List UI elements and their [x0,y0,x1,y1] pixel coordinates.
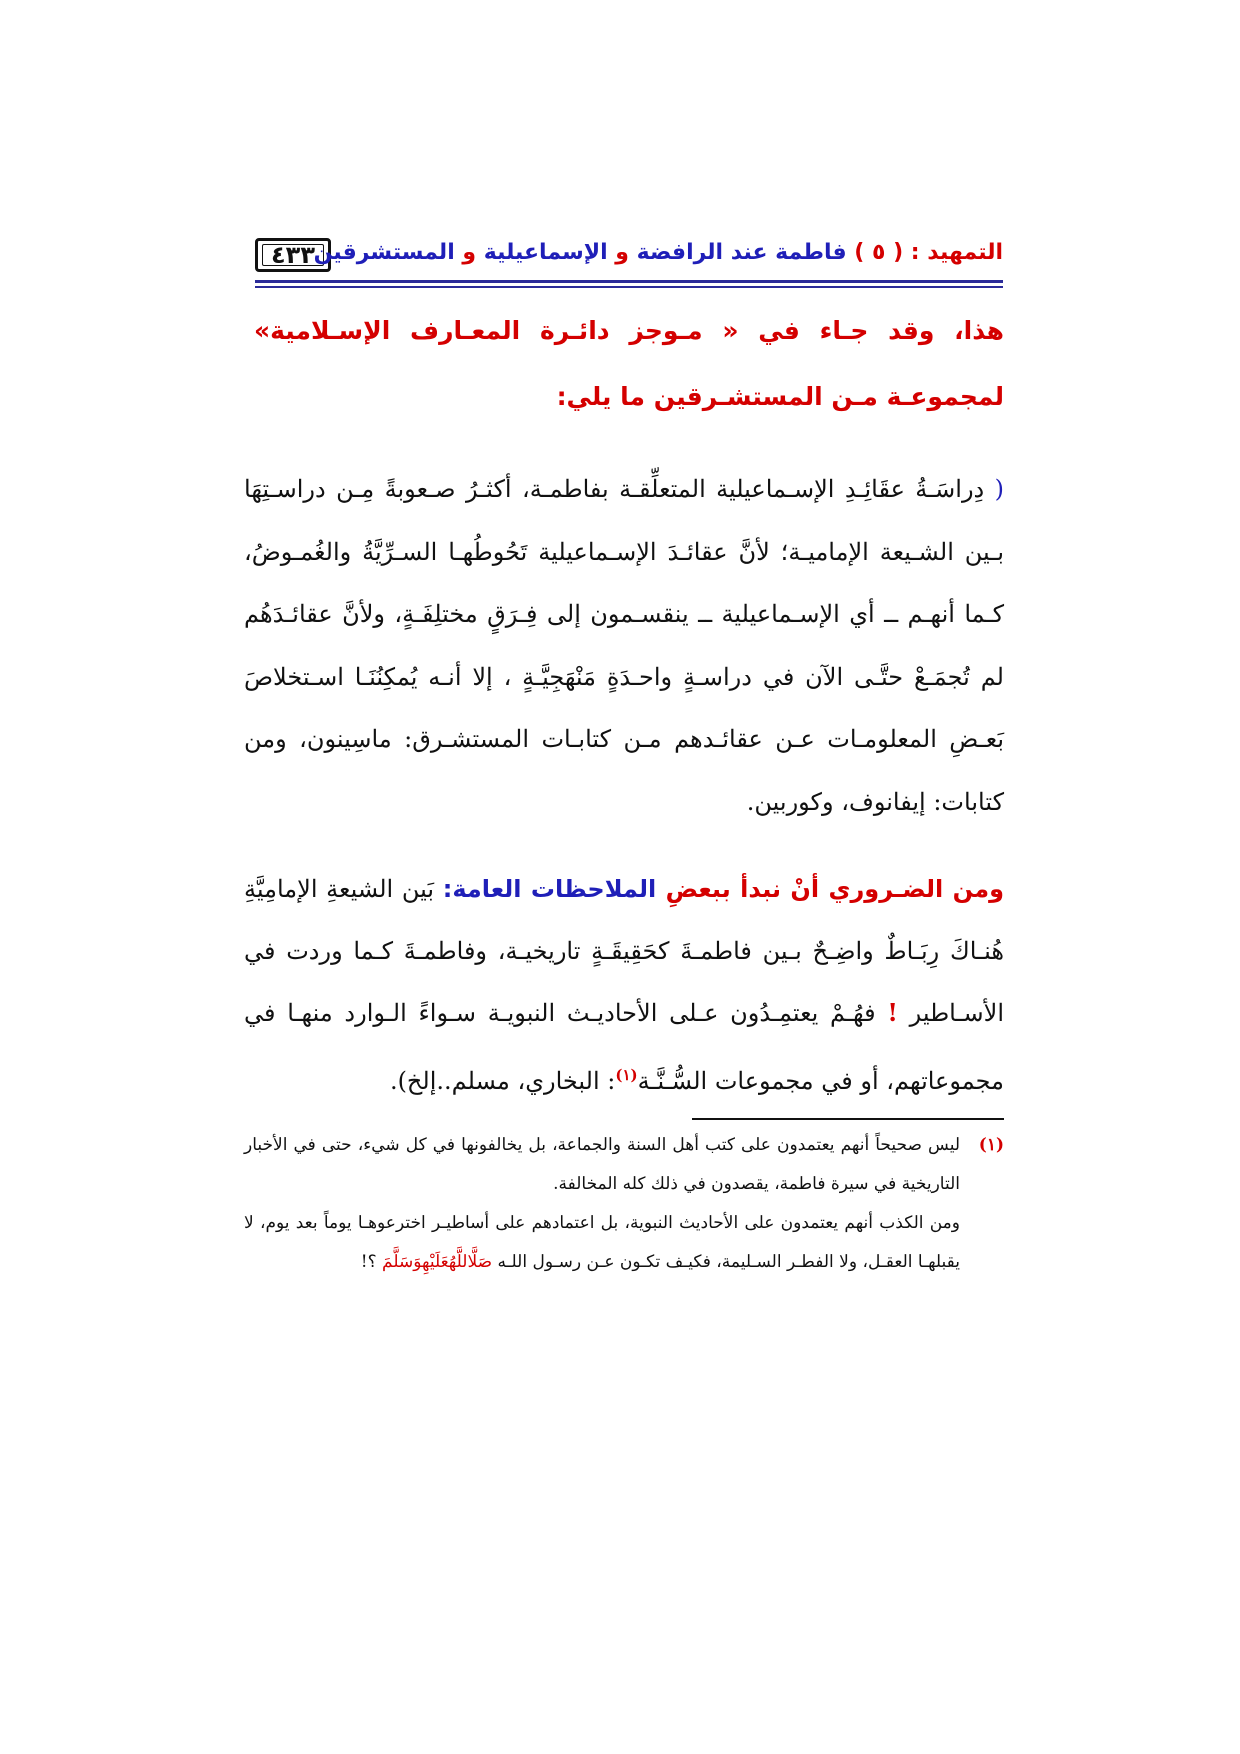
para-text-a: بَين الشيعةِ الإمامِيَّةِ هُنـاكَ رِبَـاطٌ واضِـحٌ بـين فاطمـةَ كحَقِيقَـةٍ تاريخيـة، وفاطمـةَ كـما وردت في الأسـاطير [244,875,1004,1027]
quote-paragraph [244,458,1004,833]
para-exclamation: ! [887,998,898,1027]
intro-paragraph: هذا، وقد جـاء في « مـوجز دائـرة المعـارف الإسـلامية» لمجموعـة مـن المستشـرقين ما يلي: [254,316,1004,411]
header-rule-thick [255,280,1003,283]
footnote-reference[interactable]: (١) [615,1066,638,1084]
quote-open-paren: ( [994,475,1005,503]
para-text-b: فهُـمْ يعتمِـدُون عـلى الأحاديـث النبويـة سـواءً الـوارد منهـا في مجموعاتهم، أو في مجموعات السُّـنَّـة [244,999,1004,1095]
header-title-prefix: التمهيد : ( ٥ ) [846,240,1003,265]
body-paragraph [244,858,1004,1112]
header-title-ismailis: الإسماعيلية [483,240,608,265]
header-title [314,240,1003,265]
para-lead-red: ومن الضـروري أنْ نبدأ ببعضِ [656,875,1004,903]
footnote-line-1: ليس صحيحاً أنهم يعتمدون على كتب أهل السنة والجماعة، بل يخالفونها في كل شيء، حتى في الأخبار التاريخية في سيرة فاطمة، يقصدون في ذلك كله المخالفة. [244,1135,960,1194]
footnote-line-2-text: ومن الكذب أنهم يعتمدون على الأحاديث النبوية، بل اعتمادهم على أساطيـر اخترعوهـا يوماً بعد يوم، لا يقبلهـا العقـل، ولا الفطـر السـليمة، فكيـف تكـون عـن رسـول اللـه [244,1213,960,1272]
footnote-separator [692,1118,1004,1120]
salutation-glyph: صَلَّاللَّهُعَلَيْهِوَسَلَّمَ [382,1252,493,1272]
footnote-ending: ؟! [360,1252,383,1272]
para-text-c: : البخاري، مسلم..إلخ). [389,1067,616,1095]
para-lead-blue: الملاحظات العامة: [442,875,657,903]
page-number: ٤٣٣ [255,238,331,272]
footnote-line-2 [244,1204,960,1282]
quote-text: دِراسَـةُ عقَائِـدِ الإسـماعيلية المتعلِّقـة بفاطمـة، أكثـرُ صـعوبةً مِـن دراسـتِهَا بـين الشـيعة الإماميـة؛ لأنَّ عقائـدَ الإسـماعيلية تَحُوطُهـا السـرِّيَّةُ والغُمـوضُ، كـما أنهـم ــ أي الإسـماعيلية ــ ينقسـمون إلى فِـرَقٍ مختلِفَـةٍ، ولأنَّ عقائـدَهُم لم تُجمَـعْ حتَّـى الآن في دراسـةٍ واحـدَةٍ مَنْهَجِيَّـةٍ ، إلا أنـه يُمكِنُنَـا اسـتخلاصَ بَعـضِ المعلومـات عـن عقائـدهم مـن كتابـات المستشـرق: ماسِينون، ومن كتابات: إيفانوف، وكوربين. [244,475,1004,816]
footnote-body [244,1126,960,1282]
footnote [244,1126,1004,1282]
header-title-and-2: و [454,240,484,265]
header-title-fatima: فاطمة عند الرافضة [636,240,847,265]
footnote-number: (١) [978,1135,1004,1155]
header-title-and-1: و [607,240,637,265]
running-header [255,240,1003,274]
header-rule-thin [255,286,1003,288]
header-title-orientalists: المستشرقين [313,240,455,265]
